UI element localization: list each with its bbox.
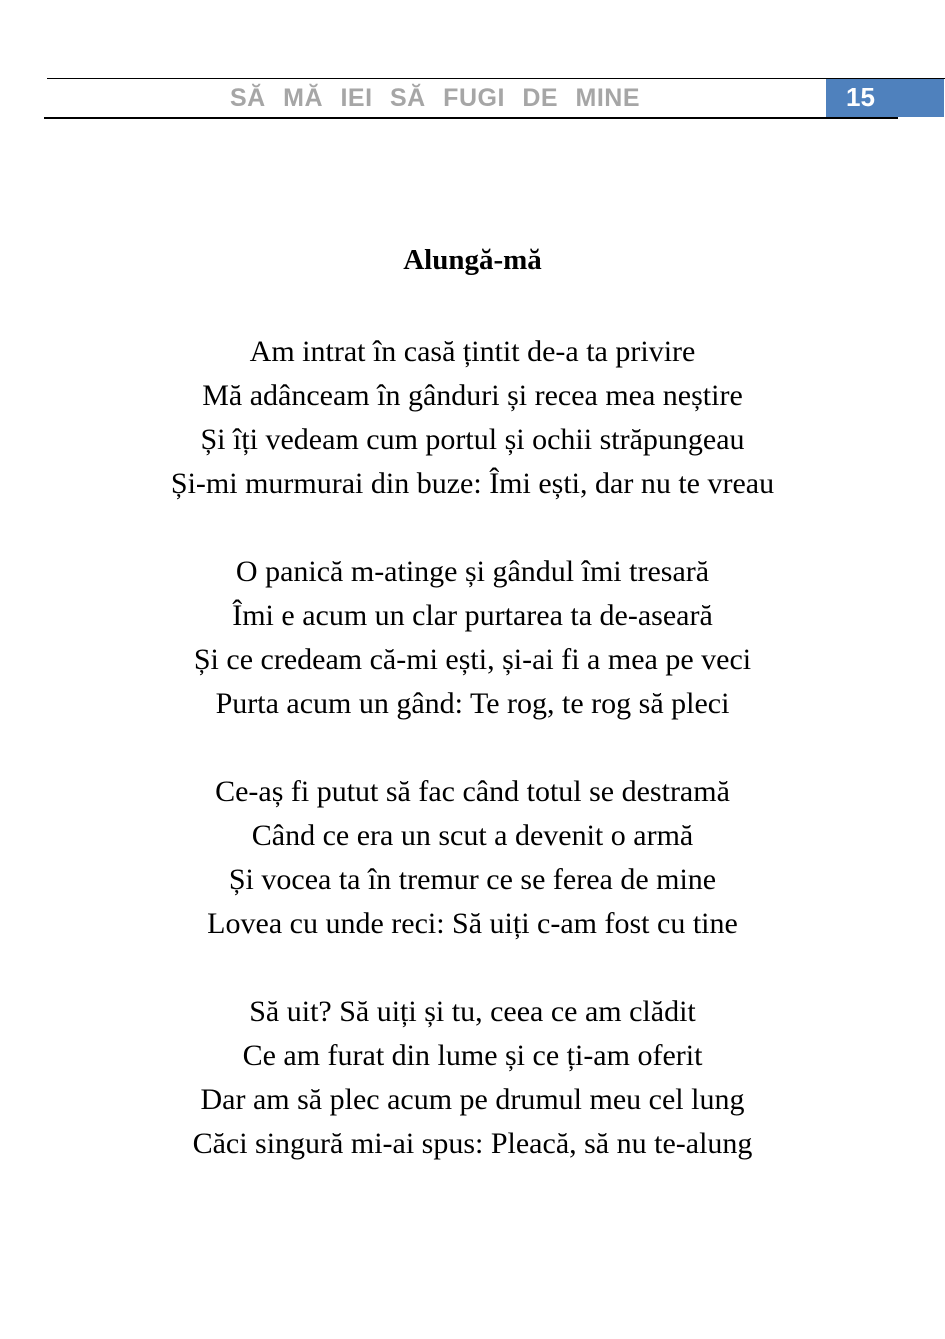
- poem-line: Și vocea ta în tremur ce se ferea de mine: [228, 863, 717, 896]
- running-header-title: SĂ MĂ IEI SĂ FUGI DE MINE: [229, 84, 641, 112]
- poem-line: Mă adânceam în gânduri și recea mea neștire: [202, 379, 743, 412]
- poem-line: Ce am furat din lume și ce ți-am oferit: [242, 1039, 703, 1072]
- poem-line: Îmi e acum un clar purtarea ta de-aseară: [232, 599, 713, 632]
- poem-line: Am intrat în casă țintit de-a ta privire: [249, 335, 696, 368]
- header-top-rule: [47, 78, 945, 79]
- poem-line: Când ce era un scut a devenit o armă: [251, 819, 694, 852]
- page-number: 15: [846, 82, 875, 112]
- poem-line: O panică m-atinge și gândul îmi tresară: [235, 555, 710, 588]
- poem-line: Ce-aș fi putut să fac când totul se destramă: [215, 775, 730, 808]
- poem-line: Căci singură mi-ai spus: Pleacă, să nu te-alung: [192, 1127, 753, 1160]
- header-bottom-rule: [44, 117, 898, 119]
- stanza: [0, 990, 945, 1166]
- poem-title: Alungă-mă: [403, 244, 542, 276]
- stanza: [0, 330, 945, 506]
- poem-body: [0, 330, 945, 1210]
- stanza: [0, 550, 945, 726]
- poem-line: Și ce credeam că-mi ești, și-ai fi a mea pe veci: [193, 643, 752, 676]
- stanza: [0, 770, 945, 946]
- poem-line: Purta acum un gând: Te rog, te rog să pleci: [215, 687, 730, 720]
- poem-line: Lovea cu unde reci: Să uiți c-am fost cu tine: [207, 907, 738, 940]
- poem-line: Și îți vedeam cum portul și ochii străpungeau: [200, 423, 745, 456]
- poem-line: Să uit? Să uiți și tu, ceea ce am clădit: [249, 995, 696, 1028]
- page-number-box: [826, 79, 944, 117]
- poem-line: Dar am să plec acum pe drumul meu cel lung: [200, 1083, 745, 1116]
- poem-line: Și-mi murmurai din buze: Îmi ești, dar nu te vreau: [170, 467, 775, 500]
